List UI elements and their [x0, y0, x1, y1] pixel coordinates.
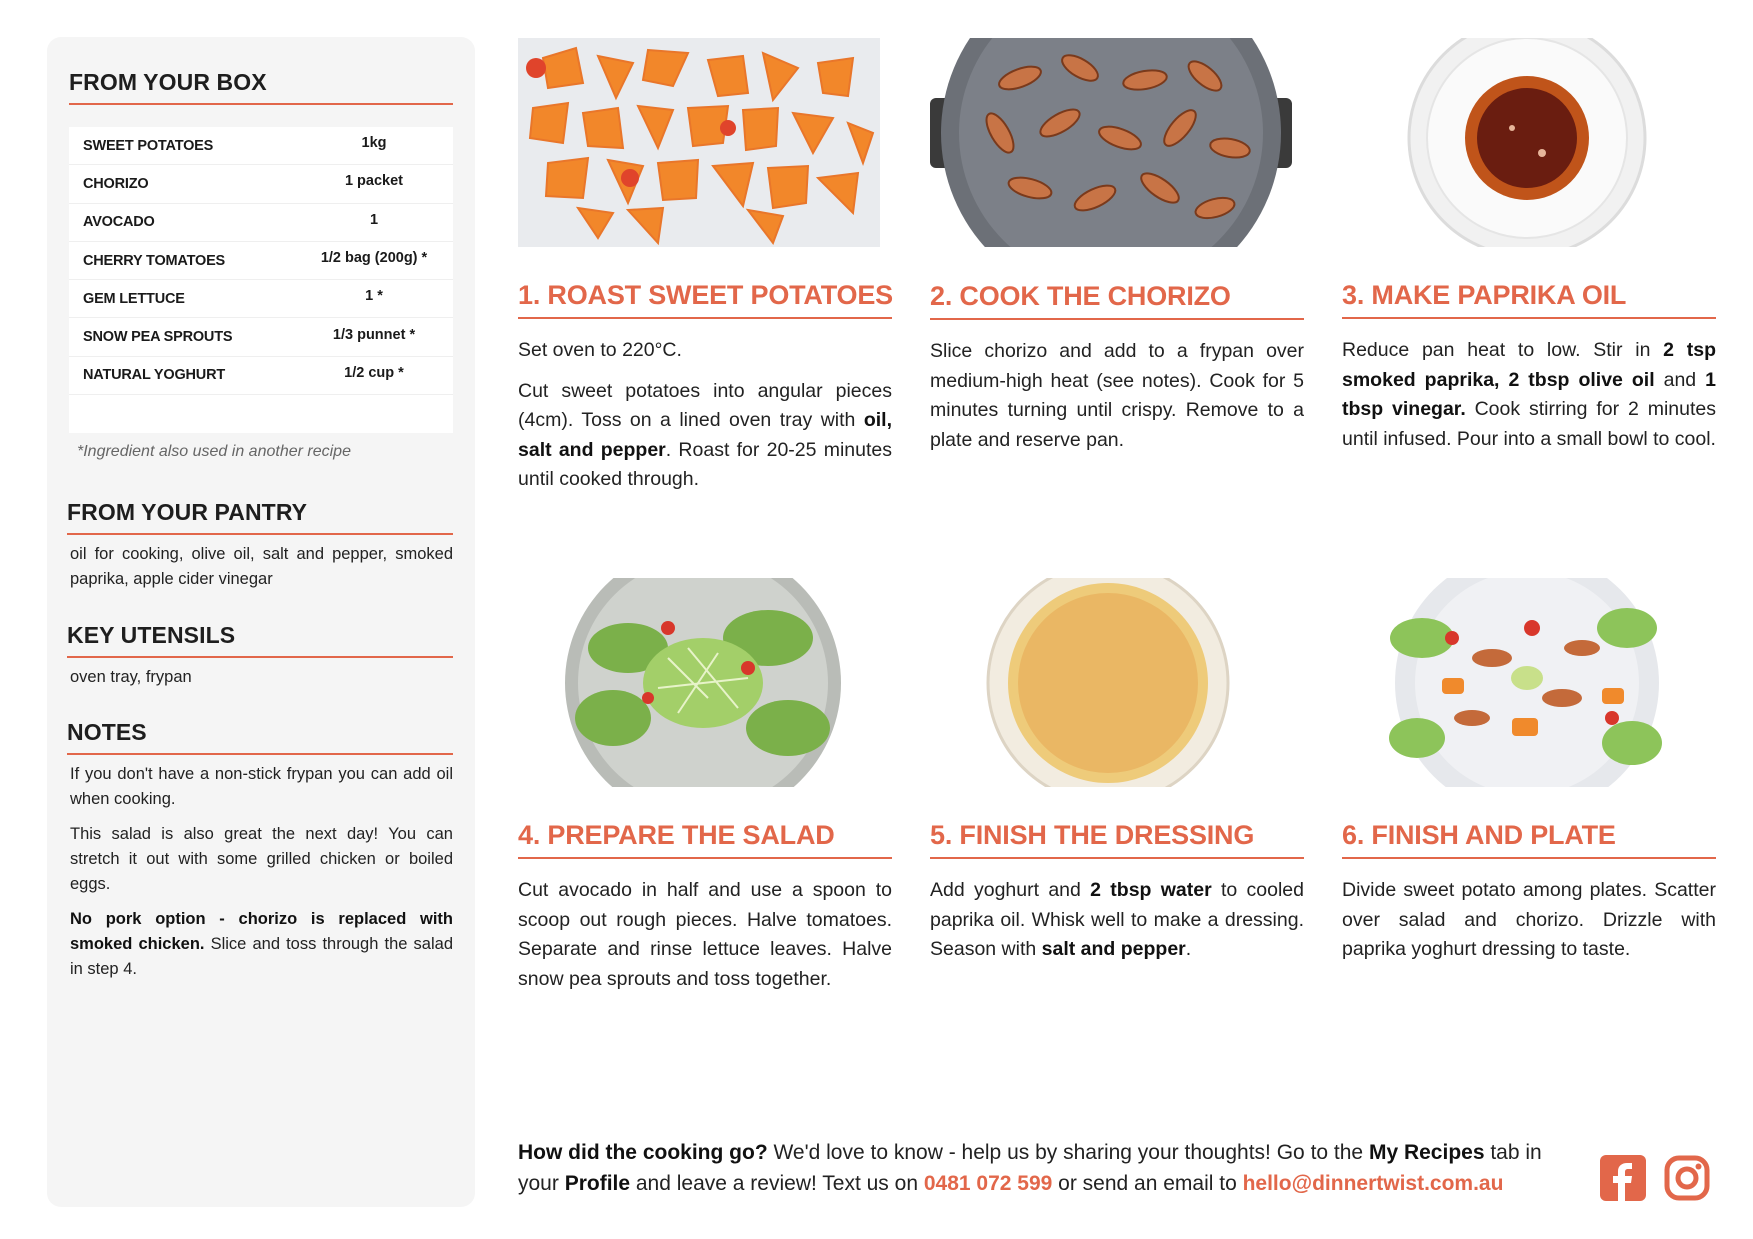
footer-text-1: We'd love to know - help us by sharing your thoughts! Go to the [767, 1141, 1369, 1164]
ingredient-name: CHORIZO [83, 175, 149, 192]
step-6-p1: Divide sweet potato among plates. Scatter over salad and chorizo. Drizzle with paprika yoghurt dressing to taste. [1342, 879, 1716, 960]
step-3-e: Cook stirring for 2 minutes until infused. Pour into a small bowl to cool. [1342, 398, 1716, 450]
note-3 [70, 907, 453, 982]
ingredient-name: GEM LETTUCE [83, 290, 185, 307]
ingredients-table [69, 127, 453, 433]
step-1-p2c: . Roast for 20-25 minutes until cooked through. [518, 438, 892, 490]
ingredient-name: AVOCADO [83, 214, 155, 231]
step-6-text [1342, 876, 1716, 976]
table-row [69, 357, 453, 395]
step-5-p1 [930, 876, 1304, 965]
step-3-text [1342, 336, 1716, 465]
ingredient-qty: 1/2 cup * [344, 364, 404, 381]
step-5-a: Add yoghurt and [930, 879, 1091, 901]
step-5-c: to cooled paprika oil. Whisk well to make a dressing. Season with [930, 879, 1304, 960]
step-5-b: 2 tbsp water [1090, 879, 1212, 901]
key-utensils-heading: KEY UTENSILS [67, 622, 453, 658]
ingredient-qty: 1/2 bag (200g) * [320, 250, 428, 267]
step-2-title: 2. COOK THE CHORIZO [930, 281, 1304, 320]
feedback-footer [518, 1137, 1588, 1199]
ingredient-qty: 1kg [361, 135, 387, 152]
footer-text-4: or send an email to [1052, 1172, 1243, 1195]
table-row [69, 204, 453, 242]
my-recipes-tab-link[interactable]: My Recipes [1368, 1141, 1485, 1164]
step-4-text [518, 876, 892, 1005]
ingredient-qty: 1 * [365, 288, 383, 305]
notes-heading: NOTES [67, 719, 453, 755]
table-row [69, 165, 453, 203]
ingredient-name: SNOW PEA SPROUTS [83, 329, 233, 346]
step-5-title: 5. FINISH THE DRESSING [930, 820, 1304, 859]
footer-question: How did the cooking go? [518, 1141, 768, 1164]
ingredient-name: SWEET POTATOES [83, 137, 214, 154]
note-2: This salad is also great the next day! You can stretch it out with some grilled chicken or boiled eggs. [70, 825, 453, 893]
roast-sweet-potatoes-photo [518, 38, 880, 247]
prepare-salad-photo [518, 578, 880, 787]
step-1-title: 1. ROAST SWEET POTATOES [518, 280, 892, 319]
step-1-p2a: Cut sweet potatoes into angular pieces (4cm). Toss on a lined oven tray with [518, 379, 892, 431]
step-2-p1: Slice chorizo and add to a frypan over medium-high heat (see notes). Cook for 5 minutes turning until crispy. Remove to a plate and reserve pan. [930, 340, 1304, 451]
table-row [69, 280, 453, 318]
footer-text-3: and leave a review! Text us on [630, 1172, 924, 1195]
note-1: If you don't have a non-stick frypan you can add oil when cooking. [70, 765, 453, 808]
finish-dressing-photo [930, 578, 1292, 787]
note-3-bold: No pork option - chorizo is replaced with smoked chicken. [70, 910, 453, 953]
pantry-text: oil for cooking, olive oil, salt and pepper, smoked paprika, apple cider vinegar [70, 545, 453, 588]
footer-text-2: tab in your [518, 1141, 1542, 1195]
step-5-text [930, 876, 1304, 976]
paprika-oil-photo [1342, 38, 1704, 247]
step-1-p2b: oil, salt and pepper [518, 409, 892, 461]
step-1-p1: Set oven to 220°C. [518, 339, 682, 361]
instagram-icon[interactable] [1664, 1155, 1710, 1201]
step-3-a: Reduce pan heat to low. Stir in [1342, 339, 1664, 361]
step-4-p1: Cut avocado in half and use a spoon to scoop out rough pieces. Halve tomatoes. Separate and rinse lettuce leaves. Halve snow pea sprouts and toss together. [518, 879, 892, 990]
ingredient-qty: 1/3 punnet * [332, 326, 416, 343]
phone-link[interactable]: 0481 072 599 [923, 1172, 1053, 1195]
table-row [69, 318, 453, 356]
ingredient-qty: 1 [369, 211, 379, 228]
ingredient-name: CHERRY TOMATOES [83, 252, 226, 269]
finish-and-plate-photo [1342, 578, 1704, 787]
notes-body [70, 762, 453, 992]
step-4-title: 4. PREPARE THE SALAD [518, 820, 892, 859]
profile-link[interactable]: Profile [564, 1172, 631, 1195]
from-your-box-heading: FROM YOUR BOX [69, 69, 453, 105]
step-1-p2 [518, 377, 892, 495]
utensils-text: oven tray, frypan [70, 668, 192, 686]
step-5-d: salt and pepper [1041, 938, 1186, 960]
step-3-p1 [1342, 336, 1716, 454]
from-your-pantry-heading: FROM YOUR PANTRY [67, 499, 453, 535]
step-3-b: 2 tsp smoked paprika, 2 tbsp olive oil [1342, 339, 1717, 391]
ingredient-qty: 1 packet [344, 173, 404, 190]
email-link[interactable]: hello@dinnertwist.com.au [1242, 1172, 1504, 1195]
ingredient-footnote: *Ingredient also used in another recipe [77, 443, 351, 460]
step-5-e: . [1185, 938, 1192, 960]
facebook-icon[interactable] [1600, 1155, 1646, 1201]
step-6-title: 6. FINISH AND PLATE [1342, 820, 1716, 859]
cook-chorizo-photo [930, 38, 1292, 247]
step-3-c: and [1654, 368, 1706, 391]
table-row [69, 242, 453, 280]
note-3-rest: Slice and toss through the salad in step 4. [70, 935, 453, 978]
step-3-d: 1 tbsp vinegar. [1342, 368, 1716, 420]
ingredient-name: NATURAL YOGHURT [83, 367, 226, 384]
step-1-text [518, 336, 892, 506]
ingredients-sidebar [47, 37, 475, 1207]
step-3-title: 3. MAKE PAPRIKA OIL [1342, 280, 1716, 319]
step-2-text [930, 337, 1304, 466]
table-row [69, 127, 453, 165]
